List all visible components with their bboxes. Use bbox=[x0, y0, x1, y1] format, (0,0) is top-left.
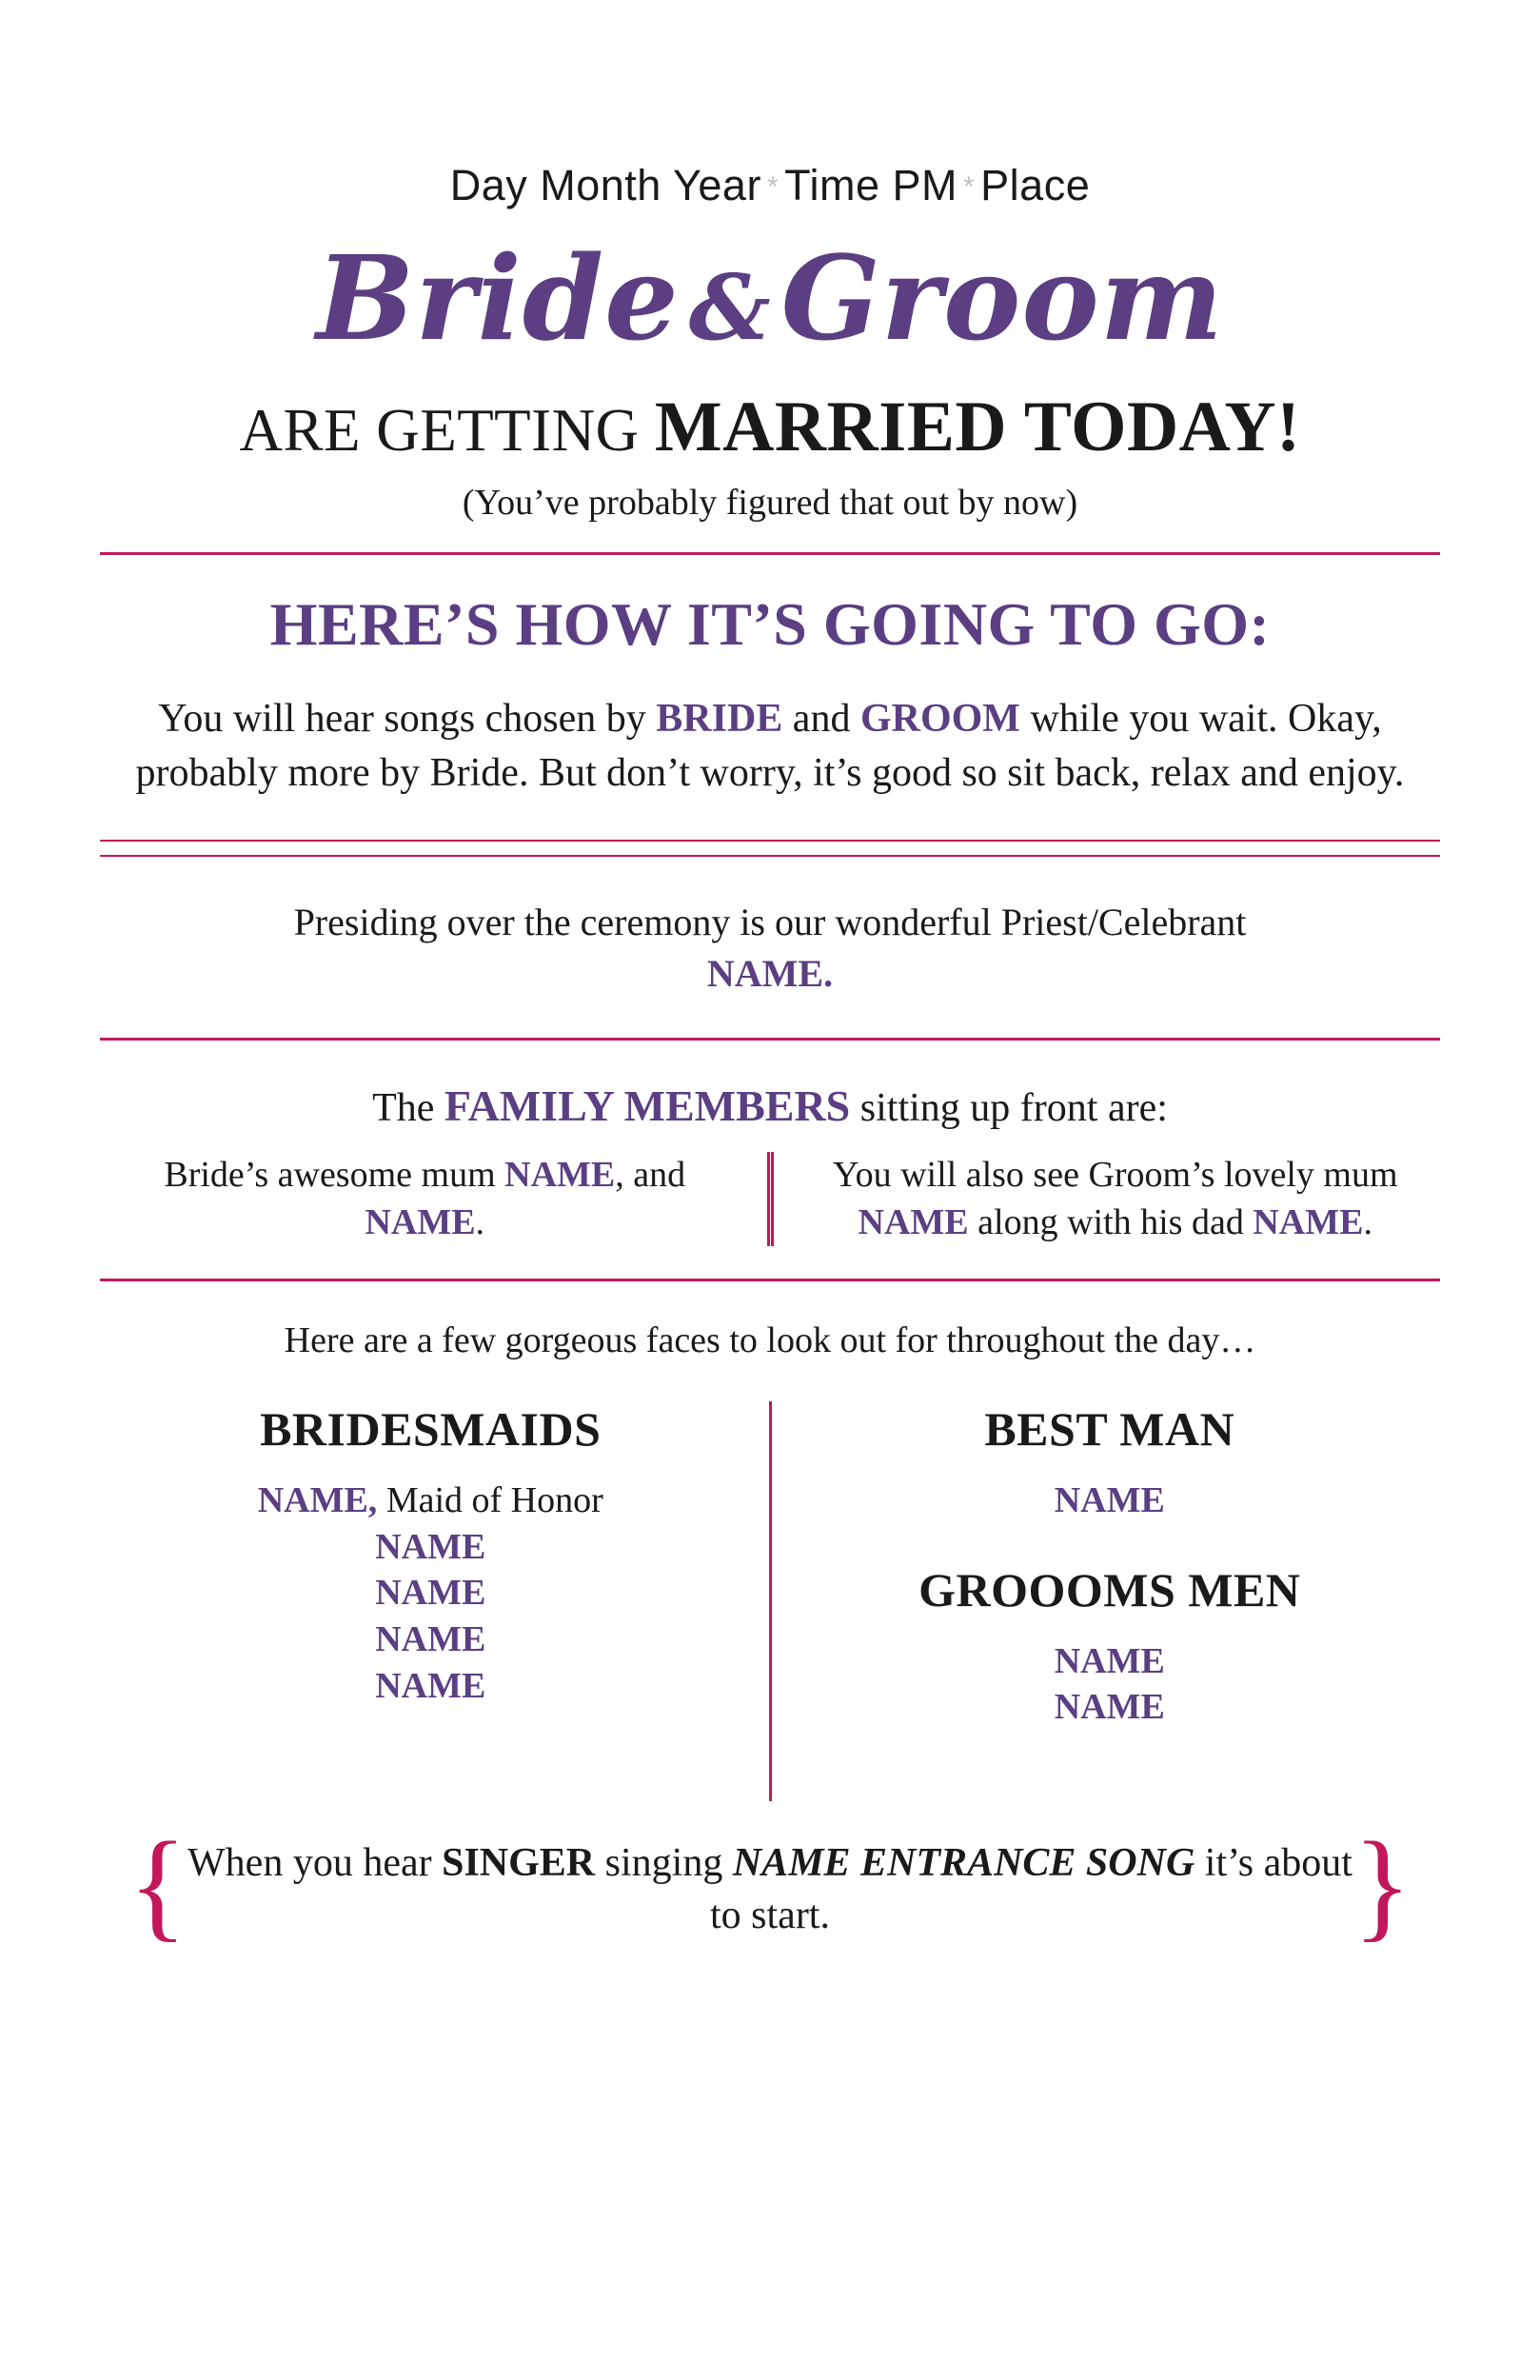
bride-name: Bride bbox=[316, 229, 680, 367]
headline-subtitle: (You’ve probably figured that out by now) bbox=[462, 483, 1078, 524]
bride-family-name-1: NAME bbox=[504, 1155, 616, 1196]
bridesmaid-name: NAME bbox=[375, 1618, 486, 1659]
bridesmaids-column bbox=[100, 1401, 761, 1801]
songs-text-1: You will hear songs chosen by bbox=[158, 696, 657, 741]
brace-left-icon: { bbox=[128, 1817, 188, 1954]
separator-star-1: * bbox=[766, 171, 780, 203]
bride-family-text-3: . bbox=[475, 1201, 485, 1242]
family-columns bbox=[100, 1152, 1440, 1246]
officiant-block bbox=[100, 897, 1440, 1000]
best-man-list bbox=[780, 1478, 1441, 1524]
married-headline bbox=[100, 387, 1440, 467]
bridesmaid-name: NAME bbox=[375, 1573, 486, 1614]
event-place: Place bbox=[980, 161, 1091, 209]
bridesmaid-name: NAME bbox=[375, 1526, 486, 1567]
family-heading-highlight: FAMILY MEMBERS bbox=[444, 1081, 851, 1131]
groom-name: Groom bbox=[780, 229, 1224, 367]
family-heading bbox=[100, 1081, 1440, 1131]
footer-song-title: NAME ENTRANCE SONG bbox=[732, 1841, 1195, 1886]
faces-intro-line: Here are a few gorgeous faces to look out for throughout the day… bbox=[284, 1320, 1256, 1361]
bride-family-text-2: , and bbox=[615, 1155, 686, 1196]
bridesmaid-name: NAME bbox=[375, 1665, 486, 1706]
family-column-groom bbox=[791, 1152, 1441, 1246]
brace-right-icon: } bbox=[1352, 1817, 1412, 1954]
groom-family-text-1: You will also see Groom’s lovely mum bbox=[832, 1155, 1398, 1196]
groom-family-text-3: . bbox=[1363, 1201, 1372, 1242]
divider-4 bbox=[100, 1279, 1440, 1281]
groomsmen-list bbox=[780, 1638, 1441, 1731]
event-date: Day Month Year bbox=[449, 161, 761, 209]
divider-1 bbox=[100, 552, 1440, 555]
family-column-divider bbox=[767, 1152, 774, 1246]
married-headline-small: ARE GETTING bbox=[239, 397, 655, 465]
family-heading-text-1: The bbox=[372, 1086, 444, 1131]
ampersand: & bbox=[688, 255, 772, 361]
maid-of-honor-name: NAME, bbox=[257, 1480, 378, 1521]
footer-text bbox=[167, 1837, 1373, 1941]
divider-2a bbox=[100, 840, 1440, 842]
footer-singer-label: SINGER bbox=[442, 1841, 596, 1886]
groomsman-name: NAME bbox=[1054, 1640, 1165, 1681]
party-column-divider bbox=[769, 1401, 772, 1801]
bridesmaids-heading: BRIDESMAIDS bbox=[260, 1402, 602, 1457]
schedule-heading: HERE’S HOW IT’S GOING TO GO: bbox=[269, 589, 1271, 658]
couple-names bbox=[100, 229, 1440, 367]
best-man-heading: BEST MAN bbox=[984, 1402, 1235, 1457]
groom-family-name-1: NAME bbox=[858, 1201, 969, 1242]
maid-of-honor-row bbox=[100, 1478, 761, 1524]
family-heading-text-2: sitting up front are: bbox=[850, 1086, 1168, 1131]
maid-of-honor-label: Maid of Honor bbox=[377, 1480, 603, 1521]
divider-2b bbox=[100, 855, 1440, 857]
groom-family-name-2: NAME bbox=[1253, 1201, 1364, 1242]
footer-text-2: singing bbox=[595, 1841, 733, 1886]
bridesmaids-list bbox=[100, 1478, 761, 1709]
officiant-text: Presiding over the ceremony is our wonderful Priest/Celebrant bbox=[293, 901, 1247, 944]
groom-family-text-2: along with his dad bbox=[968, 1201, 1254, 1242]
songs-paragraph bbox=[100, 692, 1440, 800]
officiant-name: NAME. bbox=[706, 952, 834, 996]
divider-double bbox=[100, 840, 1440, 857]
wedding-party-columns bbox=[100, 1401, 1440, 1801]
groom-party-column bbox=[780, 1401, 1441, 1801]
bride-family-name-2: NAME bbox=[365, 1201, 476, 1242]
married-headline-big: MARRIED TODAY! bbox=[654, 387, 1301, 467]
divider-3 bbox=[100, 1038, 1440, 1041]
songs-groom-label: GROOM bbox=[859, 696, 1020, 741]
footer-callout bbox=[100, 1817, 1440, 1954]
event-date-line bbox=[100, 0, 1440, 207]
songs-bride-label: BRIDE bbox=[656, 696, 783, 741]
footer-text-3: it’s about to start. bbox=[710, 1841, 1352, 1937]
bride-family-text-1: Bride’s awesome mum bbox=[164, 1155, 505, 1196]
event-time: Time PM bbox=[784, 161, 958, 209]
best-man-name: NAME bbox=[1054, 1480, 1165, 1521]
groomsmen-heading: GROOOMS MEN bbox=[918, 1562, 1301, 1616]
family-column-bride bbox=[100, 1152, 750, 1246]
songs-text-3: while you wait. Okay, probably more by Bride. But don’t worry, it’s good so sit back, relax and enjoy. bbox=[135, 696, 1405, 795]
footer-text-1: When you hear bbox=[188, 1841, 443, 1886]
songs-text-2: and bbox=[782, 696, 860, 741]
groomsman-name: NAME bbox=[1054, 1687, 1165, 1728]
separator-star-2: * bbox=[962, 171, 976, 203]
